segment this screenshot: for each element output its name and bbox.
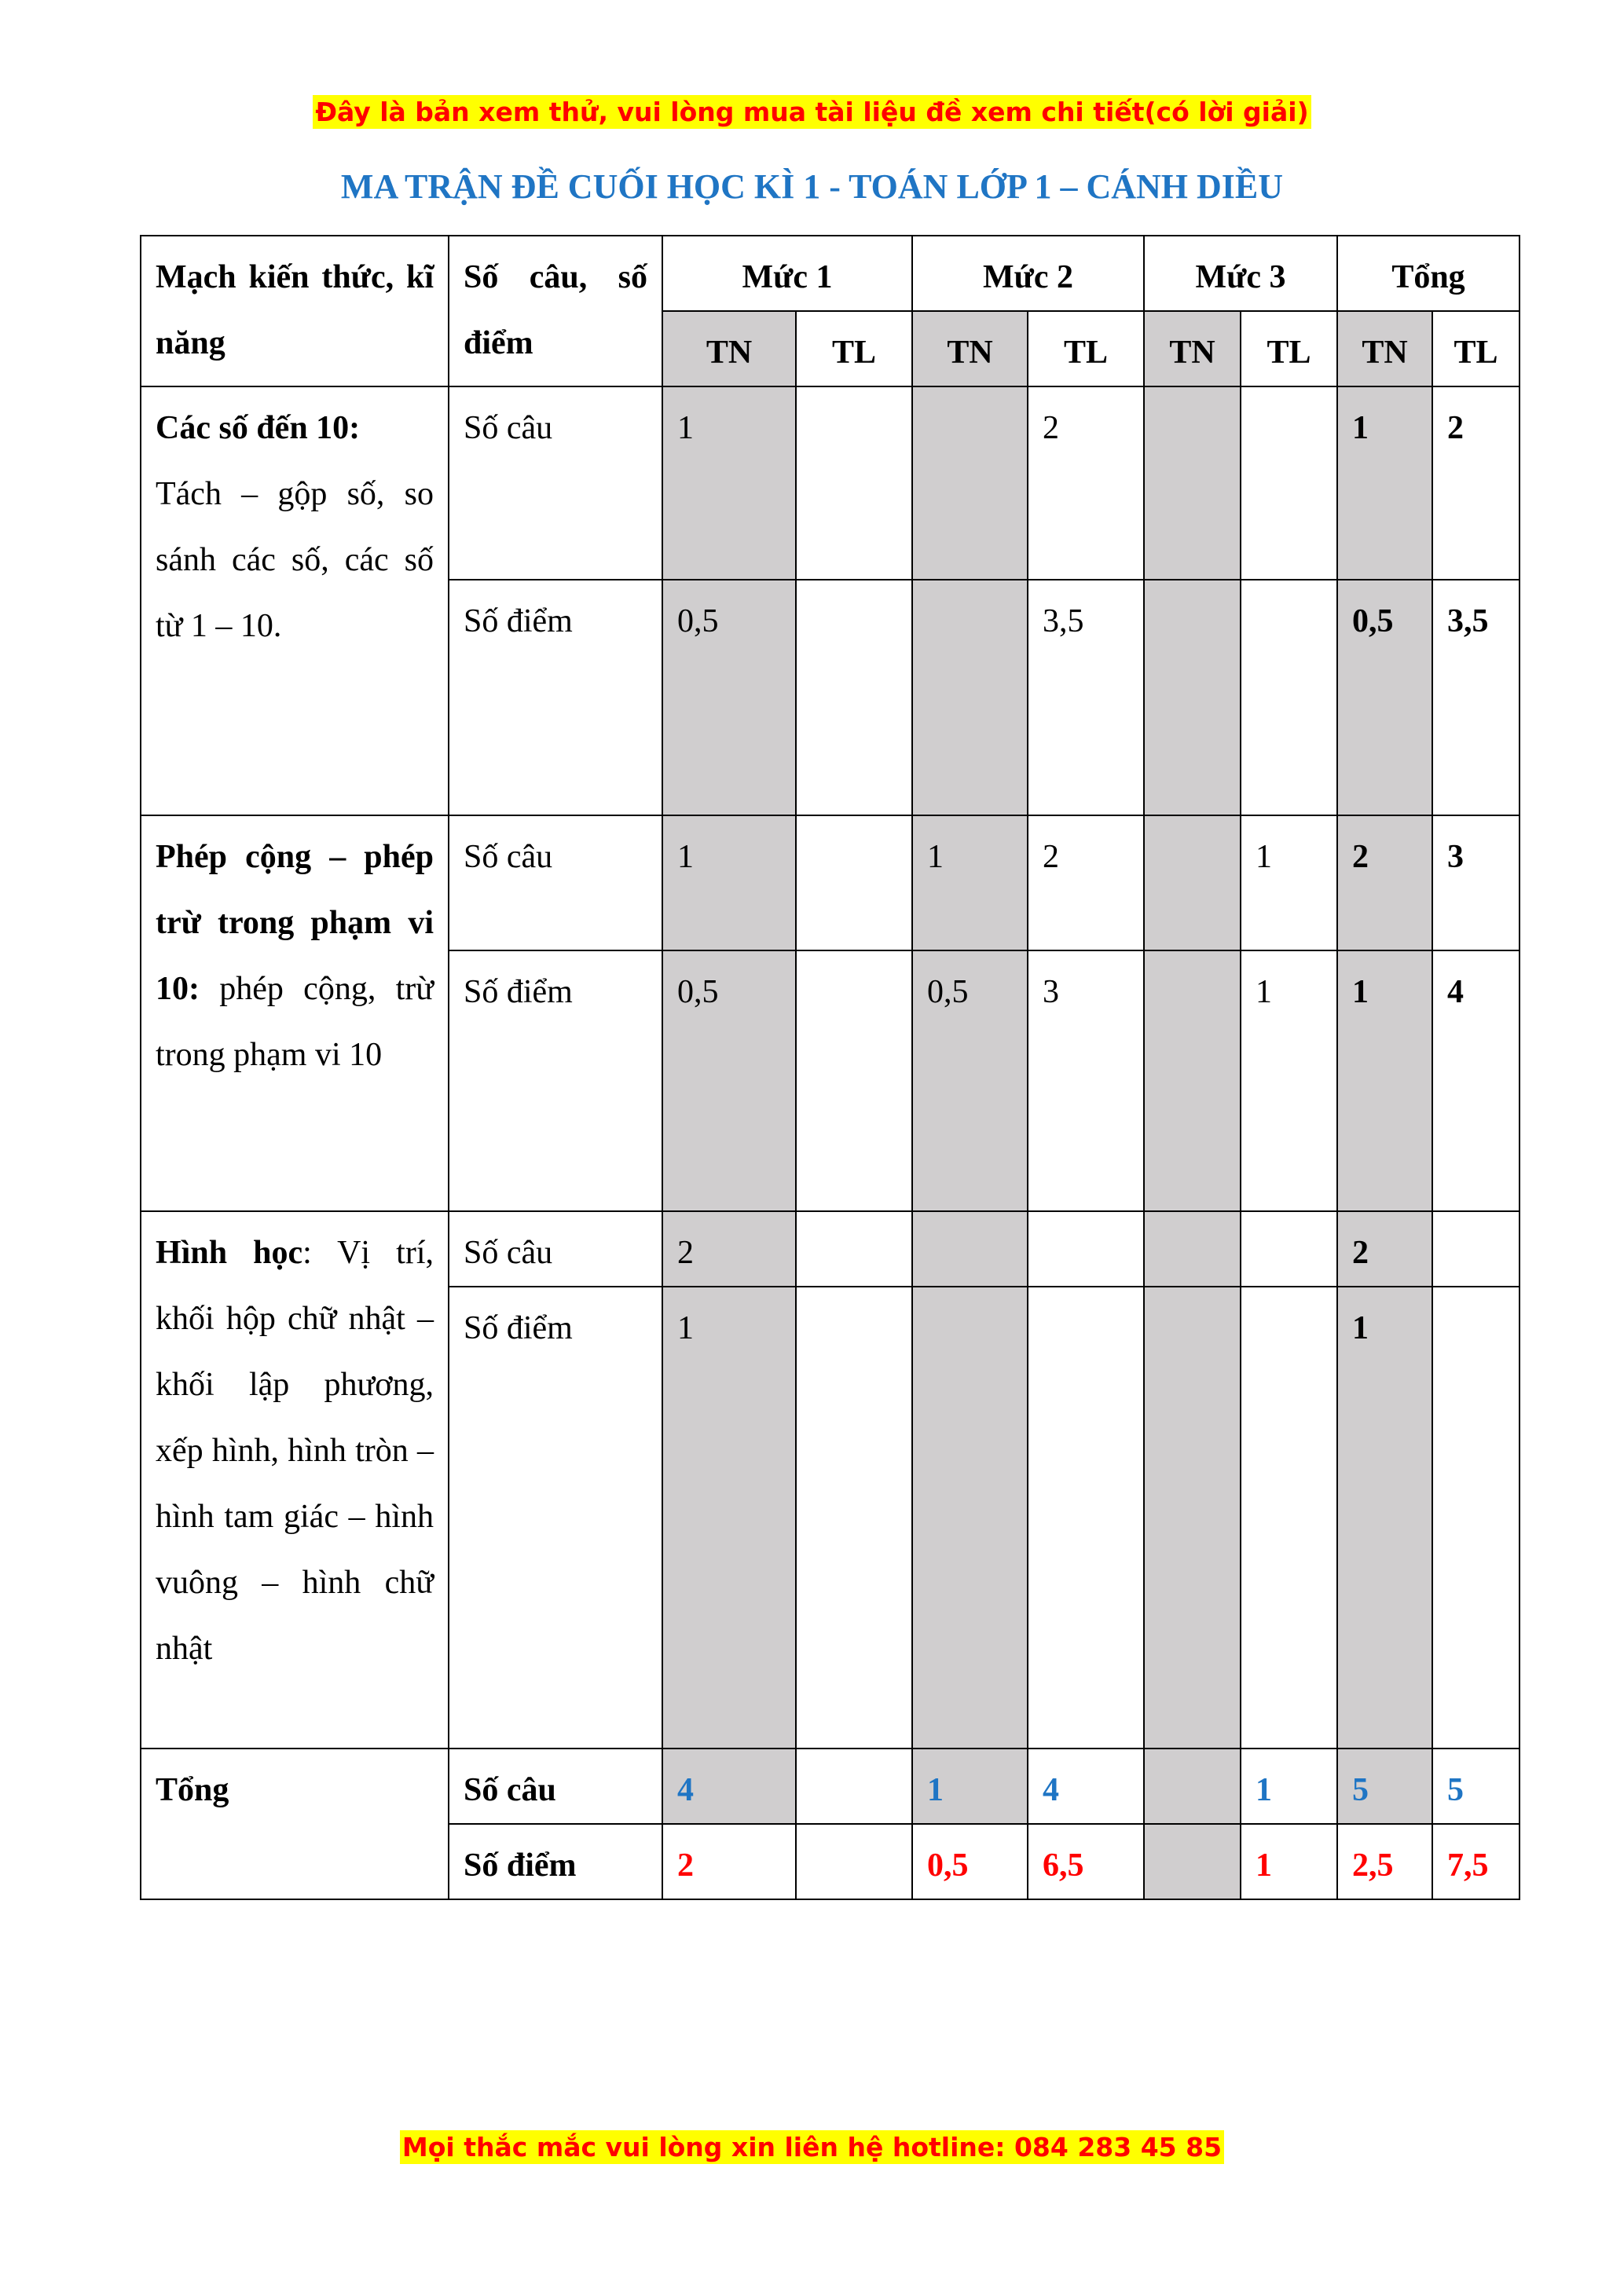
cell-value: 0,5 [662,950,796,1211]
cell-value: 2 [1337,815,1432,950]
cell-value: 4 [1028,1749,1144,1824]
header-count-score: Số câu, số điểm [449,236,662,386]
cell-value: 1 [912,815,1028,950]
cell-value: 5 [1432,1749,1520,1824]
header-tl: TL [1241,311,1337,386]
topic-desc: : Vị trí, khối hộp chữ nhật – khối lập phương, xếp hình, hình tròn – hình tam giác – hình vuông – hình chữ nhật [156,1235,434,1667]
cell-value [1144,1749,1241,1824]
cell-value [796,1287,912,1749]
cell-value [796,1749,912,1824]
cell-value: 1 [1337,1287,1432,1749]
topic-desc: phép cộng, trừ trong phạm vi 10 [156,971,434,1073]
cell-value: 1 [1337,386,1432,580]
total-row [141,1749,1520,1824]
cell-value [1144,1211,1241,1287]
cell-value [796,950,912,1211]
topic-desc: Tách – gộp số, so sánh các số, các số từ 1 – 10. [156,476,434,644]
hotline-notice: Mọi thắc mắc vui lòng xin liên hệ hotline: 084 283 45 85 [0,2130,1624,2165]
header-level-3: Mức 3 [1144,236,1337,311]
row-label: Số câu [449,386,662,580]
cell-value: 7,5 [1432,1824,1520,1899]
row-label: Số điểm [449,1824,662,1899]
row-label: Số điểm [449,1287,662,1749]
cell-value: 1 [662,815,796,950]
cell-value [912,386,1028,580]
cell-value [796,1211,912,1287]
cell-value [912,1287,1028,1749]
cell-value [1028,1211,1144,1287]
cell-value: 1 [1241,1824,1337,1899]
cell-value: 5 [1337,1749,1432,1824]
cell-value: 1 [1241,815,1337,950]
cell-value: 2 [662,1211,796,1287]
cell-value: 2,5 [1337,1824,1432,1899]
header-tn: TN [912,311,1028,386]
header-tn: TN [662,311,796,386]
cell-value [1241,1287,1337,1749]
header-row-levels [141,236,1520,311]
cell-value: 0,5 [662,580,796,815]
cell-value [796,815,912,950]
cell-value: 0,5 [1337,580,1432,815]
cell-value: 0,5 [912,950,1028,1211]
header-level-1: Mức 1 [662,236,912,311]
cell-value: 0,5 [912,1824,1028,1899]
header-tn: TN [1337,311,1432,386]
cell-value: 2 [1432,386,1520,580]
cell-value [1144,386,1241,580]
topic-title: Các số đến 10: [156,410,361,446]
cell-value: 1 [912,1749,1028,1824]
cell-value: 6,5 [1028,1824,1144,1899]
cell-value [912,1211,1028,1287]
header-tl: TL [796,311,912,386]
cell-value: 4 [662,1749,796,1824]
cell-value: 1 [662,386,796,580]
cell-value [1028,1287,1144,1749]
total-label: Tổng [141,1749,449,1899]
cell-value [1241,1211,1337,1287]
header-level-2: Mức 2 [912,236,1144,311]
cell-value: 2 [1028,815,1144,950]
cell-value [1144,1824,1241,1899]
header-total: Tổng [1337,236,1520,311]
row-label: Số điểm [449,580,662,815]
cell-value [796,1824,912,1899]
cell-value: 1 [1241,950,1337,1211]
cell-value: 1 [662,1287,796,1749]
cell-value [1432,1287,1520,1749]
cell-value: 3,5 [1028,580,1144,815]
cell-value: 2 [1028,386,1144,580]
cell-value [1241,386,1337,580]
cell-value [1144,580,1241,815]
cell-value: 3,5 [1432,580,1520,815]
cell-value: 3 [1028,950,1144,1211]
table-row [141,386,1520,580]
cell-value [1144,1287,1241,1749]
row-label: Số điểm [449,950,662,1211]
cell-value: 2 [662,1824,796,1899]
header-tl: TL [1028,311,1144,386]
table-row [141,1211,1520,1287]
cell-value [1144,815,1241,950]
cell-value: 4 [1432,950,1520,1211]
cell-value [1144,950,1241,1211]
matrix-table [140,235,1520,1900]
header-topic: Mạch kiến thức, kĩ năng [141,236,449,386]
topic-cell [141,386,449,815]
page-title: MA TRẬN ĐỀ CUỐI HỌC KÌ 1 - TOÁN LỚP 1 – CÁNH DIỀU [340,167,1284,206]
table-row [141,815,1520,950]
row-label: Số câu [449,815,662,950]
cell-value: 1 [1337,950,1432,1211]
header-tn: TN [1144,311,1241,386]
cell-value [796,386,912,580]
row-label: Số câu [449,1749,662,1824]
cell-value [796,580,912,815]
topic-cell [141,815,449,1211]
cell-value: 3 [1432,815,1520,950]
cell-value: 1 [1241,1749,1337,1824]
topic-cell [141,1211,449,1749]
cell-value [1241,580,1337,815]
topic-title: Hình học [156,1235,303,1271]
topic-title: Phép cộng – phép trừ trong phạm vi 10: [156,839,434,1007]
cell-value [1432,1211,1520,1287]
header-tl: TL [1432,311,1520,386]
preview-notice: Đây là bản xem thử, vui lòng mua tài liệu đề xem chi tiết(có lời giải) [0,95,1624,130]
cell-value: 2 [1337,1211,1432,1287]
cell-value [912,580,1028,815]
row-label: Số câu [449,1211,662,1287]
